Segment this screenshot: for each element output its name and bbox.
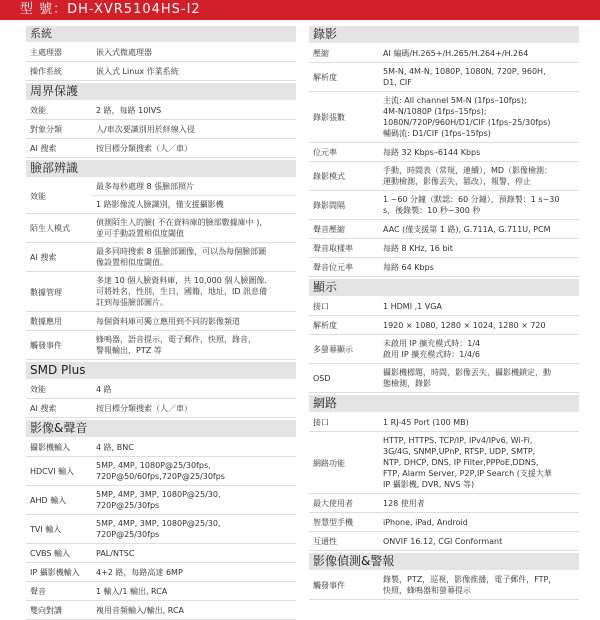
spec-row <box>309 44 579 63</box>
spec-label: 最大使用者 <box>313 499 353 508</box>
spec-row <box>309 494 579 513</box>
spec-row <box>26 438 296 457</box>
spec-label: 主處理器 <box>30 48 62 57</box>
spec-label: 數據應用 <box>30 317 62 326</box>
spec-value: 每路 8 KHz, 16 bit <box>383 243 453 253</box>
spec-label: 壓縮 <box>313 49 329 58</box>
spec-value: 5MP, 4MP, 3MP, 1080P@25/30, 720P@25/30fps <box>96 490 221 510</box>
spec-label: 陌生人模式 <box>30 224 70 233</box>
spec-row <box>309 239 579 258</box>
spec-row <box>309 432 579 494</box>
spec-label: 效能 <box>30 106 46 115</box>
spec-label: 互通性 <box>313 537 337 546</box>
section-header: 影像&聲音 <box>26 420 296 438</box>
spec-label: 聲音取樣率 <box>313 244 353 253</box>
spec-row <box>309 335 579 364</box>
spec-value: 1 RJ-45 Port (100 MB) <box>383 417 469 427</box>
spec-label: TVI 輸入 <box>30 525 62 534</box>
spec-label: 智慧型手機 <box>313 518 353 527</box>
spec-row <box>309 513 579 532</box>
spec-value: 按目標分類搜索（人／車） <box>96 403 192 413</box>
model-title-bar <box>0 0 600 20</box>
spec-label: 多螢幕顯示 <box>313 345 353 354</box>
spec-row <box>26 62 296 81</box>
spec-row <box>309 143 579 162</box>
spec-label: AI 搜索 <box>30 144 57 153</box>
spec-value: 嵌入式 Linux 作業系統 <box>96 66 179 76</box>
spec-value: 1 HDMI ,1 VGA <box>383 301 442 311</box>
section-header: 顯示 <box>309 279 579 297</box>
section-header: SMD Plus <box>26 362 296 380</box>
spec-value: 複用音頻輸入/輸出, RCA <box>96 605 184 615</box>
spec-value: 4 路 <box>96 384 112 394</box>
spec-row <box>26 582 296 601</box>
spec-row <box>309 63 579 92</box>
spec-value: 攝影機標題，時間，影像丟失，攝影機鎖定，動 態檢測，錄影 <box>383 368 551 388</box>
spec-row <box>309 316 579 335</box>
spec-label: OSD <box>313 374 331 383</box>
spec-label: 接口 <box>313 418 329 427</box>
spec-label: IP 攝影機輸入 <box>30 568 80 577</box>
spec-label: 聲音 <box>30 587 46 596</box>
spec-row <box>26 331 296 360</box>
spec-value: 多達 10 個人臉資料庫，共 10,000 個人臉圖像． 可將姓名，性別，生日，國籍，地址，ID 訊息備 註到每張臉部圖片。 <box>96 276 273 307</box>
spec-label: 位元率 <box>313 148 337 157</box>
spec-row <box>309 532 579 551</box>
spec-label: 操作系統 <box>30 67 62 76</box>
spec-row <box>26 380 296 399</box>
section-header: 周界保護 <box>26 83 296 101</box>
left-spec-column <box>26 24 296 620</box>
spec-label: 效能 <box>30 191 46 201</box>
section-header: 錄影 <box>309 26 579 44</box>
spec-value: 每路 32 Kbps–6144 Kbps <box>383 147 481 157</box>
spec-value: 錄製，PTZ，巡視，影像推播，電子郵件，FTP， 快照，蜂鳴器和螢幕提示 <box>383 575 557 595</box>
spec-value: 5MP, 4MP, 1080P@25/30fps, 720P@50/60fps,720P@25/30fps <box>96 461 225 481</box>
spec-value: 128 使用者 <box>383 498 425 508</box>
section-header: 臉部辨識 <box>26 160 296 178</box>
spec-row <box>26 544 296 563</box>
spec-label: 錄影模式 <box>313 172 345 181</box>
spec-value: 4 路, BNC <box>96 442 134 452</box>
spec-value: 偵測陌生人的臉( 不在資料庫的臉部數據庫中 )， 並可手動設置相似度閾值 <box>96 218 268 238</box>
spec-value: 最多每秒處理 8 張臉部照片 <box>92 178 296 196</box>
spec-label: 數據管理 <box>30 287 62 297</box>
spec-label: 觸發事件 <box>30 341 62 350</box>
spec-row <box>26 120 296 139</box>
section-header: 影像偵測&警報 <box>309 553 579 571</box>
spec-label: 解析度 <box>313 73 337 82</box>
spec-row <box>309 191 579 220</box>
spec-row <box>26 486 296 515</box>
spec-value: 1 路影像流人臉識別，僅支援攝影機 <box>96 200 224 209</box>
spec-row <box>26 563 296 582</box>
section-header: 網路 <box>309 395 579 413</box>
spec-value: 5MP, 4MP, 3MP, 1080P@25/30, 720P@25/30fps <box>96 519 221 539</box>
spec-row <box>309 571 579 600</box>
spec-row <box>309 413 579 432</box>
spec-label: AI 搜索 <box>30 253 57 262</box>
spec-row <box>309 92 579 143</box>
spec-label: HDCVI 輸入 <box>30 467 75 476</box>
spec-value: 每個資料庫可獨立應用到不同的影像頻道 <box>96 316 240 326</box>
spec-row <box>26 139 296 158</box>
spec-row <box>26 601 296 620</box>
spec-value: 1920 × 1080, 1280 × 1024, 1280 × 720 <box>383 320 546 330</box>
spec-row <box>309 220 579 239</box>
spec-row <box>26 101 296 120</box>
spec-label: 攝影機輸入 <box>30 443 70 452</box>
spec-row <box>26 272 296 312</box>
spec-label: CVBS 輸入 <box>30 549 71 558</box>
spec-label: 觸發事件 <box>313 581 345 590</box>
spec-label: 雙向對講 <box>30 606 62 615</box>
spec-row <box>26 399 296 418</box>
spec-label: 網路功能 <box>313 458 345 468</box>
spec-row <box>309 258 579 277</box>
spec-row <box>26 312 296 331</box>
spec-row <box>309 162 579 191</box>
spec-row <box>26 178 296 214</box>
spec-value: 每路 64 Kbps <box>383 262 434 272</box>
spec-value: 手動，時間表（常規，連續），MD（影像檢測： 運動檢測，影像丟失，篡改），報警，停止 <box>383 166 553 186</box>
spec-value: 1 ~60 分鐘（默認：60 分鐘），預錄製：1 s~30 s，後錄製：10 秒~300 秒 <box>383 195 560 215</box>
spec-value: 按目標分類搜索（人／車） <box>96 143 192 153</box>
spec-label: 聲音位元率 <box>313 263 353 272</box>
spec-value: 1 輸入/1 輸出, RCA <box>96 586 168 596</box>
spec-label: 聲音壓縮 <box>313 225 345 234</box>
spec-label: 錄影張數 <box>313 113 345 122</box>
spec-label: 錄影間隔 <box>313 201 345 210</box>
spec-row <box>26 214 296 243</box>
spec-value: AI 編碼/H.265+/H.265/H.264+/H.264 <box>383 48 529 58</box>
spec-value: HTTP, HTTPS, TCP/IP, IPv4/IPv6, Wi-Fi, 3G/4G, SNMP,UPnP, RTSP, UDP, SMTP, NTP, DHCP, DNS, IP Filter,PPPoE,DDNS, FTP, Alarm Server, P2P,IP Search (支援大華 IP 攝影機, DVR, NVS 等) <box>383 436 552 489</box>
right-spec-column <box>309 24 579 600</box>
spec-value: PAL/NTSC <box>96 548 135 558</box>
spec-label: 對象分類 <box>30 125 62 134</box>
spec-value: 5M-N, 4M-N, 1080P, 1080N, 720P, 960H, D1, CIF <box>383 67 546 87</box>
spec-value: 未啟用 IP 擴充模式時：1/4 啟用 IP 擴充模式時：1/4/6 <box>383 339 481 359</box>
spec-value: ONVIF 16.12, CGI Conformant <box>383 536 503 546</box>
spec-value: 最多同時搜索 8 張臉部圖像，可以為每個臉部圖 像設置相似度閾值。 <box>96 247 267 267</box>
spec-value: 蜂鳴器，語音提示，電子郵件，快照，錄音， 警報輸出，PTZ 等 <box>96 335 256 355</box>
spec-label: 效能 <box>30 385 46 394</box>
section-header: 系統 <box>26 26 296 43</box>
spec-row <box>26 43 296 62</box>
spec-label: 接口 <box>313 302 329 311</box>
spec-label: AHD 輸入 <box>30 496 67 505</box>
spec-label: 解析度 <box>313 321 337 330</box>
spec-value: 2 路，每路 10IVS <box>96 105 162 115</box>
spec-row <box>309 364 579 393</box>
spec-value: 人/車次要識別用於絆線入侵 <box>96 124 195 134</box>
spec-value: 4+2 路，每路高達 6MP <box>96 567 183 577</box>
spec-value: iPhone, iPad, Android <box>383 517 468 527</box>
spec-row <box>26 515 296 544</box>
model-title: 型 號：DH-XVR5104HS-I2 <box>20 2 201 17</box>
spec-label: AI 搜索 <box>30 404 57 413</box>
spec-row <box>26 457 296 486</box>
spec-value: 嵌入式微處理器 <box>96 47 152 57</box>
spec-row <box>309 297 579 316</box>
spec-value: AAC (僅支援第 1 路), G.711A, G.711U, PCM <box>383 224 551 234</box>
spec-row <box>26 243 296 272</box>
spec-value: 主流: All channel 5M-N (1fps–10fps); 4M-N/1080P (1fps–15fps); 1080N/720P/960H/D1/CIF (1fps–25/30fps) 輔碼流: D1/CIF (1fps–15fps) <box>383 96 551 138</box>
